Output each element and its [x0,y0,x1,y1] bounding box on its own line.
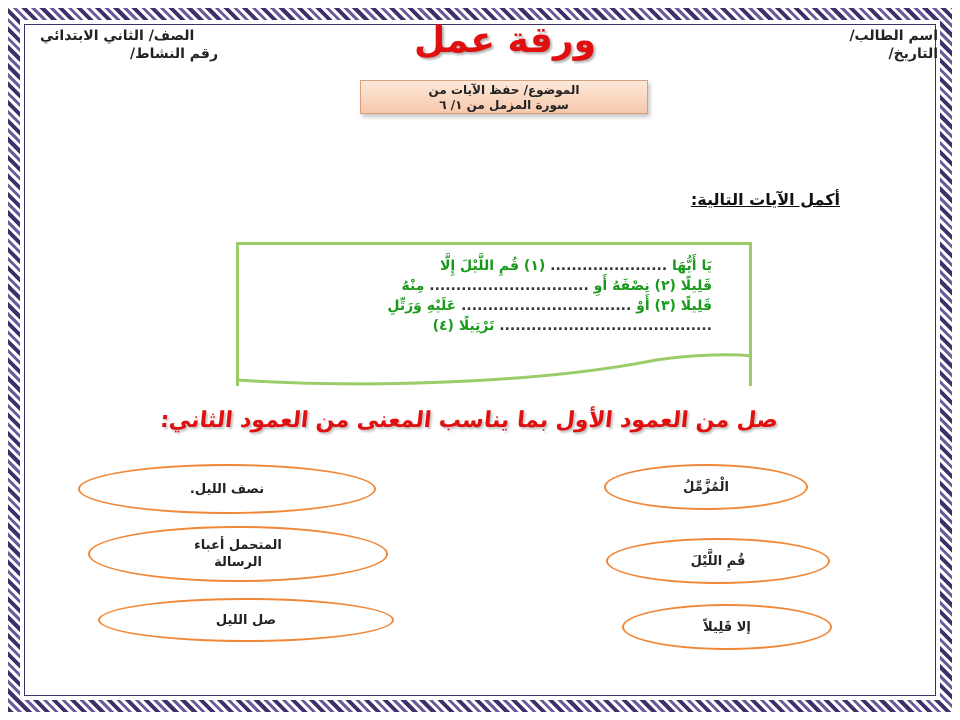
column-two-item[interactable]: المتحمل أعباء الرسالة [88,526,388,582]
student-name-label: اسم الطالب/ [849,28,938,44]
verse-line: ........................................ تَرْتِيلًا (٤) [432,318,712,334]
grade-label: الصف/ الثاني الابتدائي [40,28,195,44]
column-one-item[interactable]: إلا قَلِيلاً [622,604,832,650]
column-one-item[interactable]: الْمُزَّمِّلُ [604,464,808,510]
section-title: أكمل الآيات التالية: [690,190,840,209]
column-one-item[interactable]: قُمِ اللَّيْلَ [606,538,830,584]
column-two-item[interactable]: نصف الليل. [78,464,376,514]
blank-dots: .............................. [424,278,594,294]
blank-dots: ................................ [456,298,637,314]
blank-dots: ........................................ [494,318,712,334]
activity-number-label: رقم النشاط/ [130,46,219,62]
verse-lines [262,256,712,336]
subject-line-1: الموضوع/ حفظ الآيات من [428,83,580,97]
subject-line-2: سورة المزمل من ١/ ٦ [439,98,569,112]
subject-box [360,80,648,114]
matching-title: صل من العمود الأول بما يناسب المعنى من العمود الثاني: [158,408,780,433]
date-label: التاريخ/ [888,46,938,62]
column-two-item[interactable]: صل الليل [98,598,394,642]
blank-dots: ...................... [545,258,673,274]
page-title: ورقة عمل [414,20,596,61]
verse-line: قَلِيلًا (٢) نِصْفَهُ أَوِ .............................. مِنْهُ [401,278,712,294]
verse-line: قَلِيلًا (٣) أَوْ ................................ عَلَيْهِ وَرَتِّلِ [387,298,712,314]
verse-box-wave-edge [236,340,752,388]
verse-line: يَا أَيُّهَا ...................... (١) قُمِ اللَّيْلَ إِلَّا [439,258,712,274]
